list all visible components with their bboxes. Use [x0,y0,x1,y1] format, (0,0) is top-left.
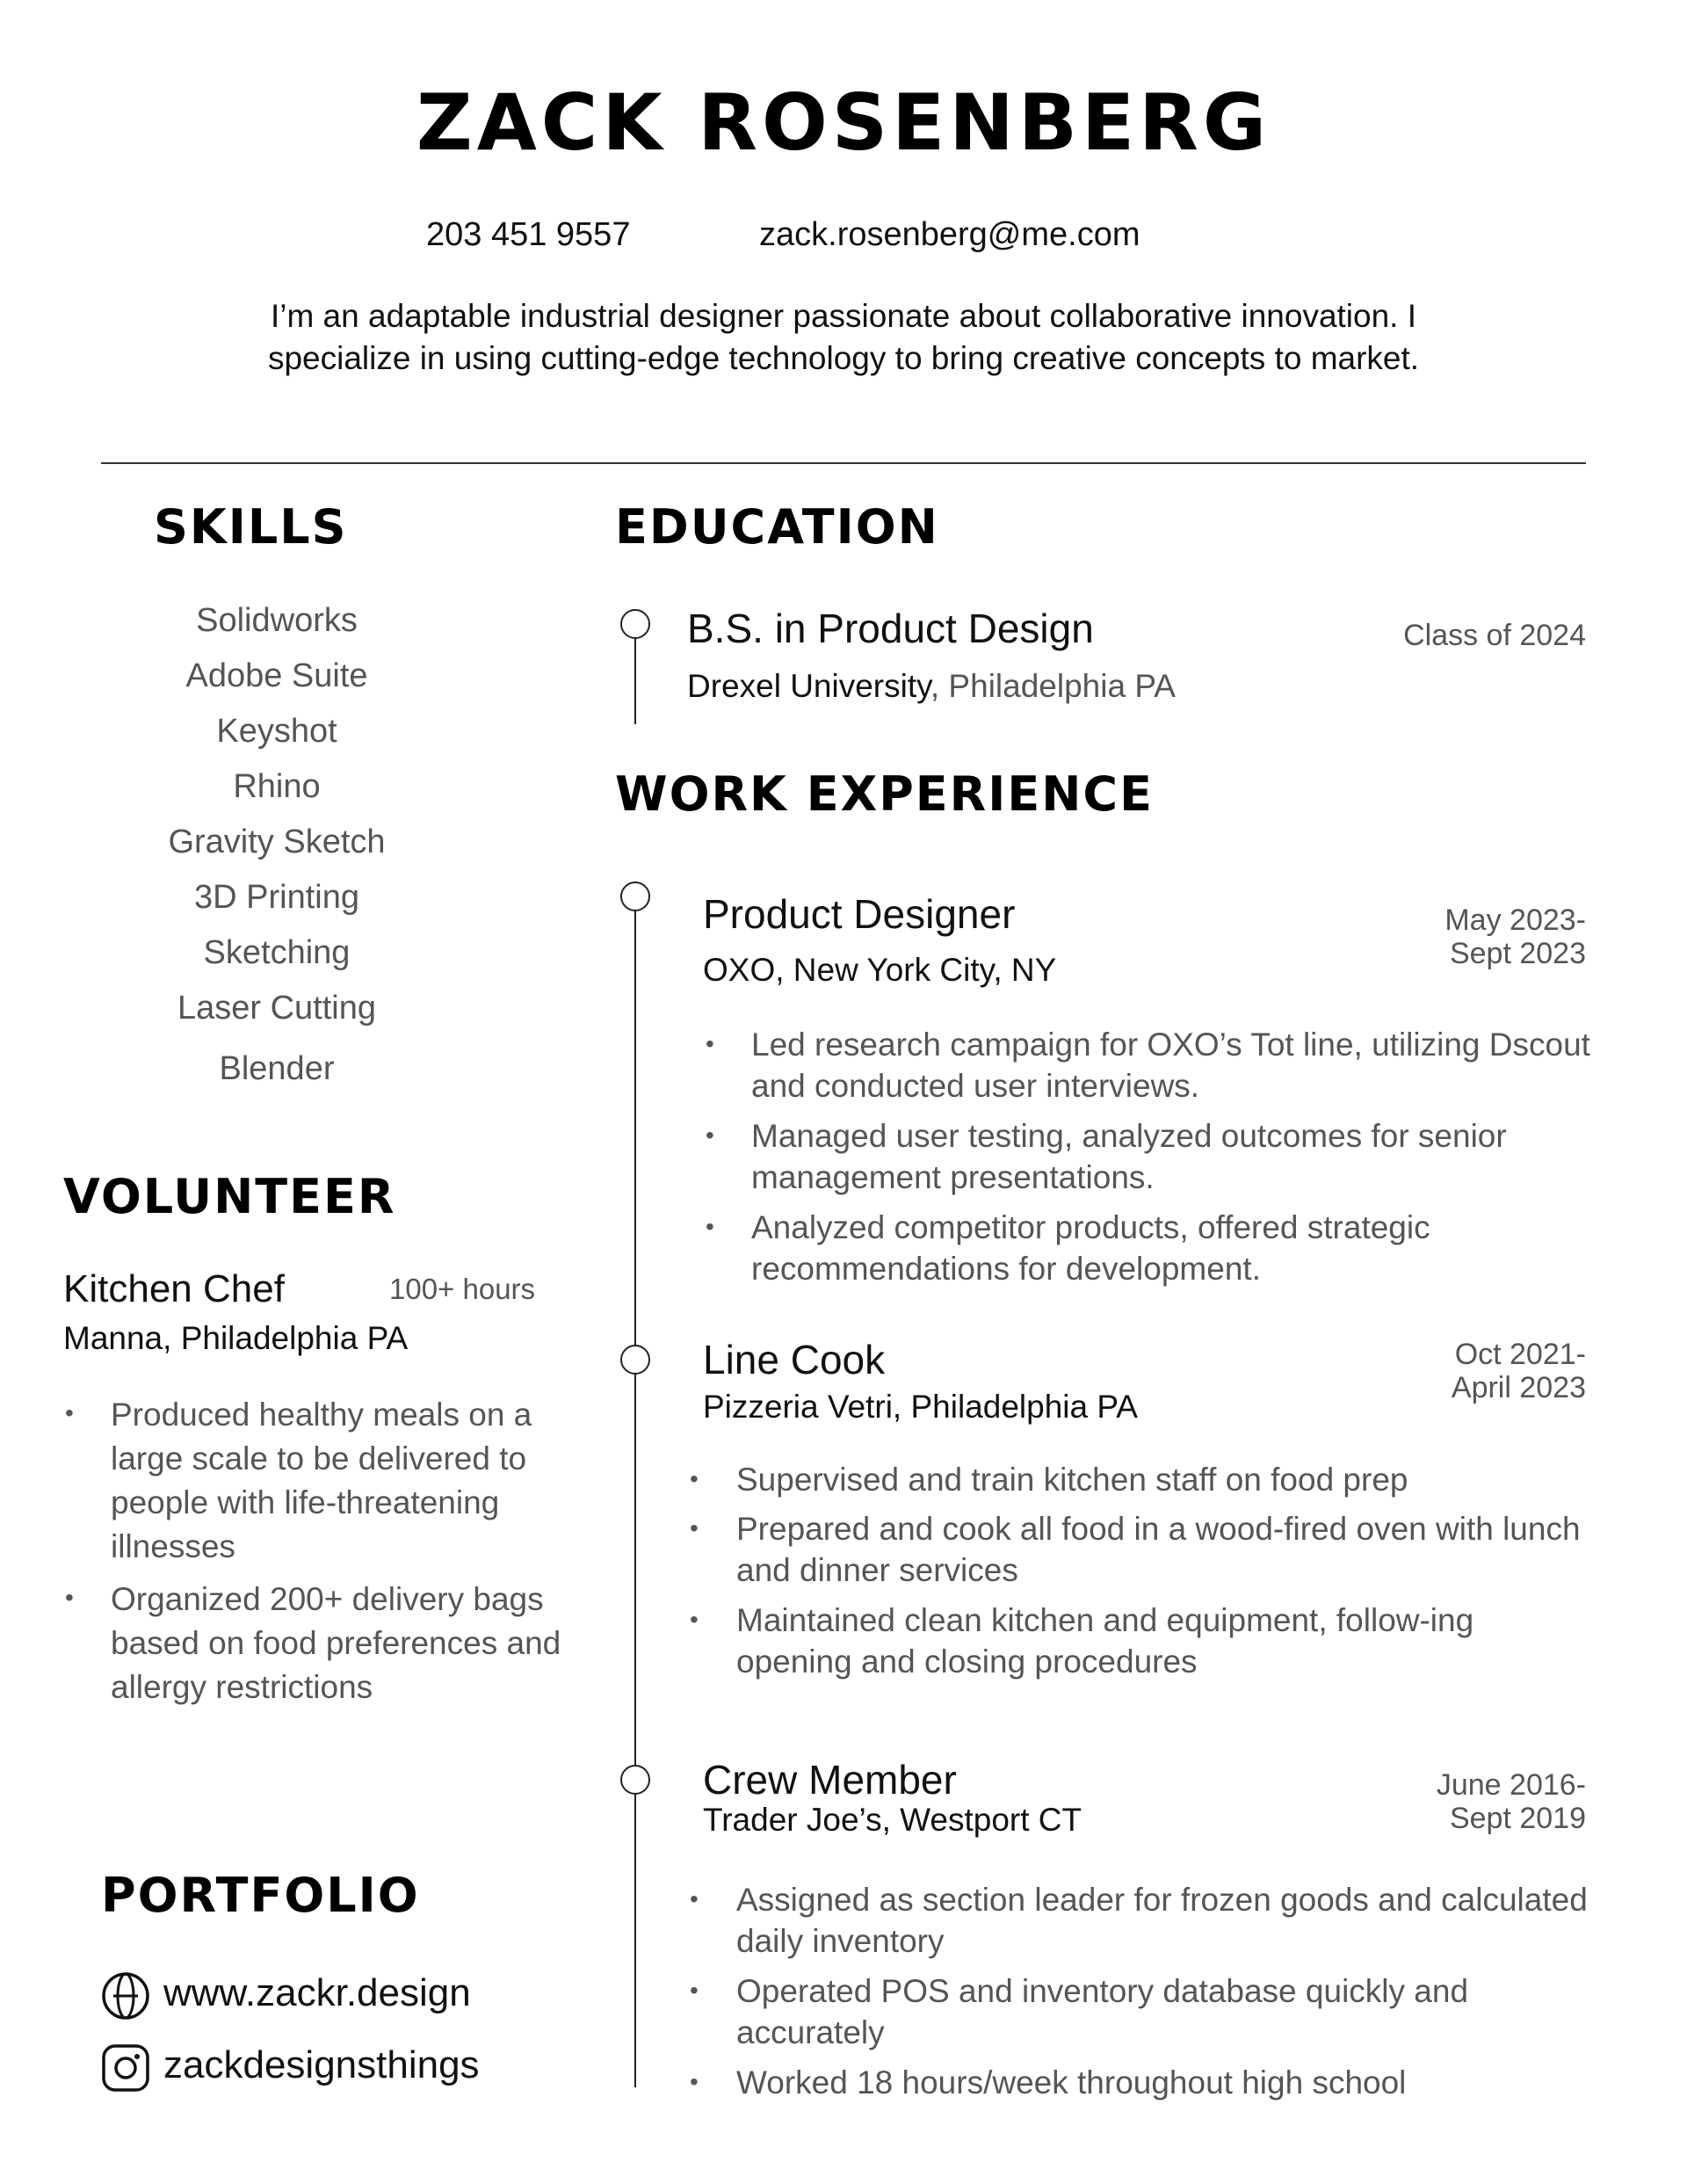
job-org: Trader Joe’s, Westport CT [703,1802,1082,1838]
skill-item: Keyshot [216,713,337,750]
job-bullet: Led research campaign for OXO’s Tot line, utilizing Dscout and conducted user interviews. [751,1027,1590,1104]
volunteer-heading: VOLUNTEER [63,1169,396,1224]
portfolio-heading: PORTFOLIO [101,1868,420,1923]
education-degree: B.S. in Product Design [687,606,1094,651]
job-bullet: Assigned as section leader for frozen goods and calculated daily inventory [736,1882,1588,1959]
skills-heading: SKILLS [154,499,348,555]
skill-item: 3D Printing [194,879,359,916]
work-heading: WORK EXPERIENCE [615,766,1154,822]
volunteer-org: Manna, Philadelphia PA [63,1320,409,1356]
job-title: Product Designer [703,891,1016,937]
job-bullet: Supervised and train kitchen staff on food prep [736,1462,1408,1498]
summary: I’m an adaptable industrial designer passionate about collaborative innovation. I specialize in using cutting-edge technology to bring creative concepts to market. [267,298,1420,376]
education-heading: EDUCATION [615,499,939,555]
job-bullet: Worked 18 hours/week throughout high school [736,2064,1407,2101]
header-divider [101,462,1586,464]
job-bullet: Operated POS and inventory database quickly and accurately [736,1973,1469,2050]
volunteer-bullet: Organized 200+ delivery bags based on food preferences and allergy restrictions [111,1581,561,1705]
bullet-dot: • [690,2068,699,2095]
job-date-end: Sept 2019 [1449,1802,1586,1835]
bullet-dot: • [690,1977,699,2004]
job-org: OXO, New York City, NY [703,952,1057,988]
bullet-dot: • [706,1213,714,1240]
volunteer-role: Kitchen Chef [63,1267,285,1310]
job-bullet: Analyzed competitor products, offered strategic recommendations for development. [751,1209,1430,1287]
job-title: Crew Member [703,1757,957,1803]
globe-icon [101,1971,150,2021]
website-link[interactable]: www.zackr.design [163,1971,471,2014]
job-org: Pizzeria Vetri, Philadelphia PA [703,1389,1138,1425]
school-location: , Philadelphia PA [930,668,1176,704]
school-name: Drexel University [687,668,930,704]
bullet-dot: • [706,1121,714,1149]
instagram-link[interactable]: zackdesignsthings [163,2043,480,2086]
job-bullet: Managed user testing, analyzed outcomes for senior management presentations. [751,1118,1507,1195]
email-address: zack.rosenberg@me.com [759,216,1140,253]
bullet-dot: • [690,1606,699,1633]
work-timeline-line [634,896,636,2087]
job-title: Line Cook [703,1337,886,1382]
job-date-start: May 2023- [1444,903,1586,937]
bullet-dot: • [706,1030,714,1057]
education-date: Class of 2024 [1403,619,1586,652]
skill-item: Gravity Sketch [168,824,386,860]
skill-item: Rhino [233,768,321,805]
bullet-dot: • [65,1584,74,1611]
job-date-end: Sept 2023 [1449,937,1586,970]
skill-item: Sketching [203,934,351,971]
bullet-dot: • [690,1885,699,1912]
volunteer-bullet: Produced healthy meals on a large scale to be delivered to people with life-threatening illnesses [111,1397,532,1564]
bullet-dot: • [690,1465,699,1492]
job-bullet: Prepared and cook all food in a wood-fired oven with lunch and dinner services [736,1511,1581,1588]
skill-item: Solidworks [196,602,358,639]
instagram-icon [101,2043,150,2093]
skill-item: Laser Cutting [177,990,376,1027]
skill-item: Blender [219,1050,335,1087]
timeline-node [620,882,650,911]
volunteer-hours: 100+ hours [389,1273,536,1305]
bullet-dot: • [690,1514,699,1542]
timeline-node [620,609,650,639]
job-date-end: April 2023 [1451,1371,1586,1404]
phone-number: 203 451 9557 [426,216,631,253]
job-date-start: Oct 2021- [1454,1338,1586,1371]
bullet-dot: • [65,1399,74,1426]
job-date-start: June 2016- [1436,1768,1586,1802]
skill-item: Adobe Suite [185,657,368,694]
education-school [687,668,1176,705]
resume-name: ZACK ROSENBERG [416,77,1271,168]
job-bullet: Maintained clean kitchen and equipment, follow-ing opening and closing procedures [736,1602,1474,1680]
timeline-node [620,1345,650,1375]
timeline-node [620,1765,650,1795]
